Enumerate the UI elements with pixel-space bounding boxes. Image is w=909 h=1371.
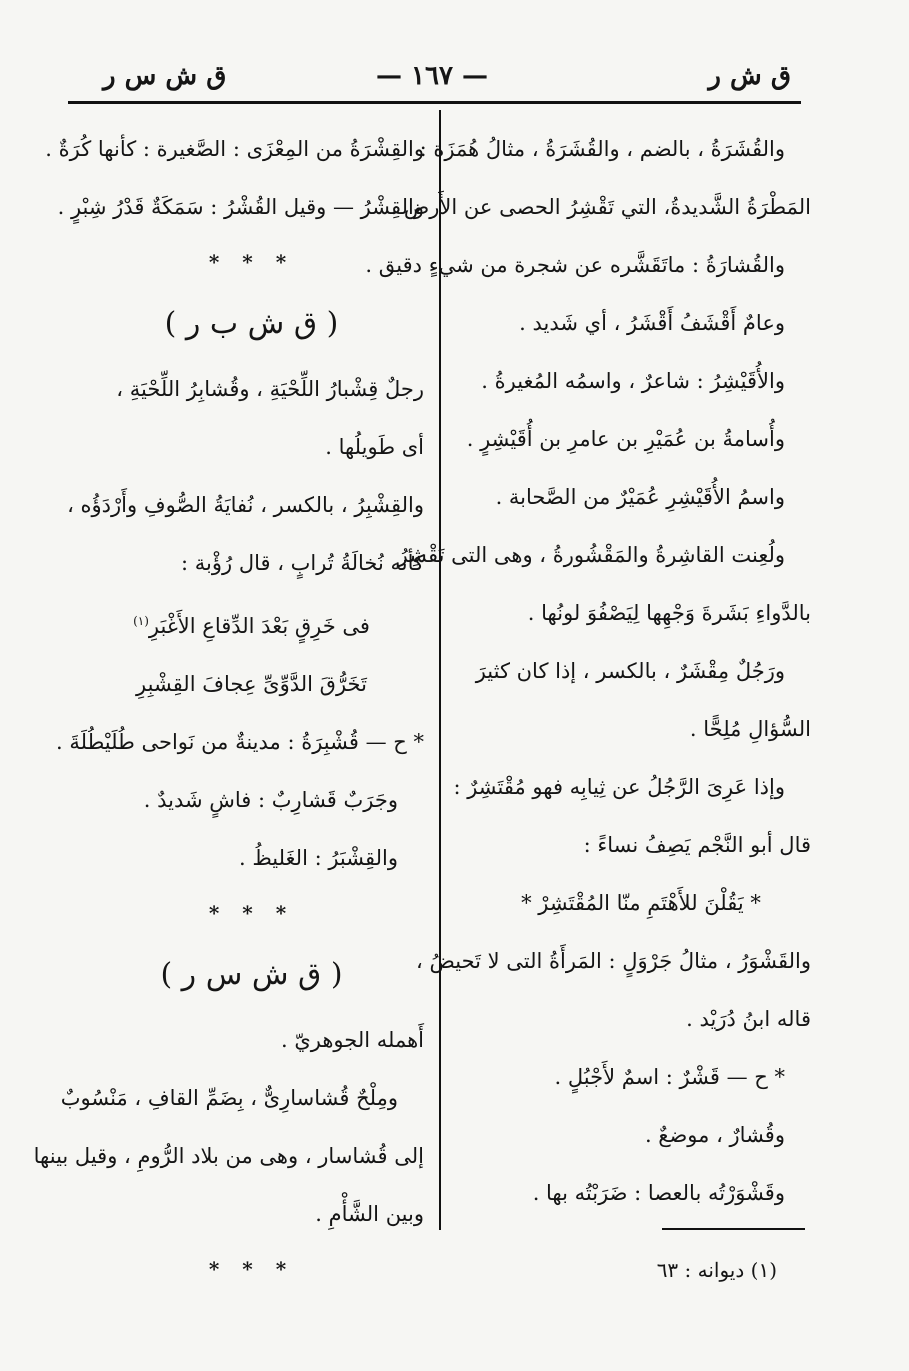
text-line — [79, 771, 424, 829]
text-line — [365, 236, 811, 294]
text-line — [33, 1127, 424, 1185]
text-line-text: وقَشْوَرْتُه بالعصا : ضَرَبْتُه بها . — [532, 1181, 785, 1205]
text-line-text: كأنه نُخالَةُ تُرابٍ ، قال رُؤْبة : — [181, 551, 424, 575]
text-line-text: ولُعِنت القاشِرةُ والمَقْشُورةُ ، وهى التى تَقْشِرُ — [397, 543, 785, 567]
text-line — [56, 713, 424, 771]
verse-line — [471, 874, 811, 932]
text-line — [471, 468, 811, 526]
text-line — [471, 584, 811, 642]
text-line — [57, 178, 424, 236]
footnote-rule — [662, 1228, 805, 1230]
text-line-text: السُّؤالِ مُلِحًّا . — [689, 717, 811, 741]
text-line — [471, 642, 811, 700]
running-head-root-right: ق ش ر — [708, 61, 791, 91]
text-line — [471, 1106, 811, 1164]
text-line-text: والقِشْبَرُ : الغَليظُ . — [238, 846, 398, 870]
text-line — [45, 120, 424, 178]
text-line — [471, 990, 811, 1048]
text-line-text: وعامٌ أَقْشَفُ أَقْشَرُ ، أي شَديد . — [519, 311, 785, 335]
text-line — [79, 1185, 424, 1243]
text-line — [466, 410, 811, 468]
text-line-text: بالدَّواءِ بَشَرةَ وَجْهِها لِيَصْفُوَ لونُها . — [527, 601, 811, 625]
text-line — [471, 816, 811, 874]
section-separator — [79, 887, 424, 939]
text-line — [471, 294, 811, 352]
entry-heading — [79, 288, 424, 360]
text-line — [390, 178, 811, 236]
text-line — [79, 1011, 424, 1069]
text-line — [60, 1069, 424, 1127]
text-line-text: المَطْرَةُ الشَّديدةُ، التي تَقْشِرُ الحصى عن الأَرض . — [390, 195, 811, 219]
text-line-text: أى طَويلُها . — [325, 435, 424, 459]
text-line — [471, 700, 811, 758]
text-line-text: والقَشْوَرُ ، مثالُ جَرْوَلٍ : المَرأَةُ التى لا تَحيضُ ، — [416, 949, 811, 973]
text-line — [79, 360, 424, 418]
page-number: — ١٦٧ — — [375, 61, 489, 91]
verse-line — [79, 655, 424, 713]
text-line — [79, 829, 424, 887]
text-line-text: ورَجُلٌ مِقْشَرٌ ، بالكسر ، إذا كان كثيرَ — [475, 659, 785, 683]
text-line-text: وبين الشَّأْمِ . — [315, 1202, 424, 1226]
entry-heading — [79, 939, 424, 1011]
text-line-text: قاله ابنُ دُرَيْد . — [686, 1007, 811, 1031]
section-separator — [79, 236, 424, 288]
text-line-text: وإذا عَرِىَ الرَّجُلُ عن ثِيابِه فهو مُقْتَشِرٌ : — [453, 775, 785, 799]
entry-heading-text: ( ق ش س ر ) — [160, 957, 343, 992]
verse-line-text: * يَقُلْنَ للأَهْتَمِ منّا المُقْتَشِرْ * — [521, 891, 761, 915]
entry-heading-text: ( ق ش ب ر ) — [164, 306, 339, 341]
text-line-text: وجَرَبٌ قَشارِبٌ : فاشٍ شَديدٌ . — [143, 788, 398, 812]
text-line — [419, 120, 811, 178]
text-line-text: * ح — قُشْبِرَةُ : مدينةٌ من نَواحى طُلَيْطُلَةَ . — [56, 730, 424, 754]
text-line-text: وأُسامةُ بن عُمَيْرِ بن عامرِ بن أُقَيْشِرٍ . — [466, 427, 785, 451]
text-line — [416, 932, 811, 990]
text-line — [471, 1164, 811, 1222]
verse-line-text: تَخَرُّقَ الدَّوِّىِّ عِجافَ القِشْبِرِ — [136, 672, 367, 696]
text-line — [67, 476, 424, 534]
left-column — [33, 120, 424, 1295]
text-line-text: واسمُ الأُقَيْشِرِ عُمَيْرٌ من الصَّحابة . — [495, 485, 785, 509]
text-line — [471, 1048, 811, 1106]
text-line-text: والقُشَرَةُ ، بالضم ، والقُشَرَةُ ، مثالُ هُمَزَة : — [419, 137, 785, 161]
section-separator-text: * * * — [208, 250, 295, 274]
verse-line-text: فى خَرِقٍ بَعْدَ الدِّقاعِ الأَغْبَرِ — [148, 614, 370, 638]
text-line-text: والقِشْرُ — وقيل القُشْرُ : سَمَكَةٌ قَدْرُ شِبْرٍ . — [57, 195, 424, 219]
header-rule — [68, 101, 801, 104]
text-line-text: أَهمله الجوهريّ . — [280, 1028, 424, 1052]
text-line-text: وقُشارٌ ، موضعٌ . — [644, 1123, 785, 1147]
text-line-text: قال أبو النَّجْم يَصِفُ نساءً : — [583, 833, 811, 857]
text-line-text: والقِشْرَةُ من المِعْزَى : الصَّغيرة : كأنها كُرَةٌ . — [45, 137, 424, 161]
running-head-root-left: ق ش س ر — [103, 61, 227, 91]
footnote-marker: (١) — [133, 614, 149, 628]
text-line-text: ومِلْحٌ قُشاسارِىٌّ ، بِضَمِّ القافِ ، مَنْسُوبٌ — [60, 1086, 398, 1110]
text-line — [453, 758, 811, 816]
text-line — [79, 534, 424, 592]
text-line-text: * ح — قَشْرٌ : اسمٌ لأَجْبُلٍ . — [554, 1065, 785, 1089]
text-line-text: والقُشارَةُ : ماتَقَشَّره عن شجرة من شيءٍ دقيق . — [365, 253, 785, 277]
text-line — [471, 352, 811, 410]
text-line-text: إلى قُشاسار ، وهى من بلاد الرُّومِ ، وقيل بينها — [33, 1144, 424, 1168]
text-line — [79, 418, 424, 476]
section-separator-text: * * * — [208, 901, 295, 925]
verse-line — [79, 592, 424, 655]
text-line — [397, 526, 811, 584]
section-separator-text: * * * — [208, 1257, 295, 1281]
text-line-text: والقِشْبِرُ ، بالكسر ، نُفايَةُ الصُّوفِ وأَرْدَؤُه ، — [67, 493, 424, 517]
text-line-text: رجلٌ قِشْبارُ اللِّحْيَةِ ، وقُشابِرُ اللِّحْيَةِ ، — [116, 377, 424, 401]
section-separator — [79, 1243, 424, 1295]
text-line-text: والأُقَيْشِرُ : شاعرٌ ، واسمُه المُغيرةُ . — [481, 369, 785, 393]
footnote: (١) ديوانه : ٦٣ — [656, 1258, 777, 1282]
